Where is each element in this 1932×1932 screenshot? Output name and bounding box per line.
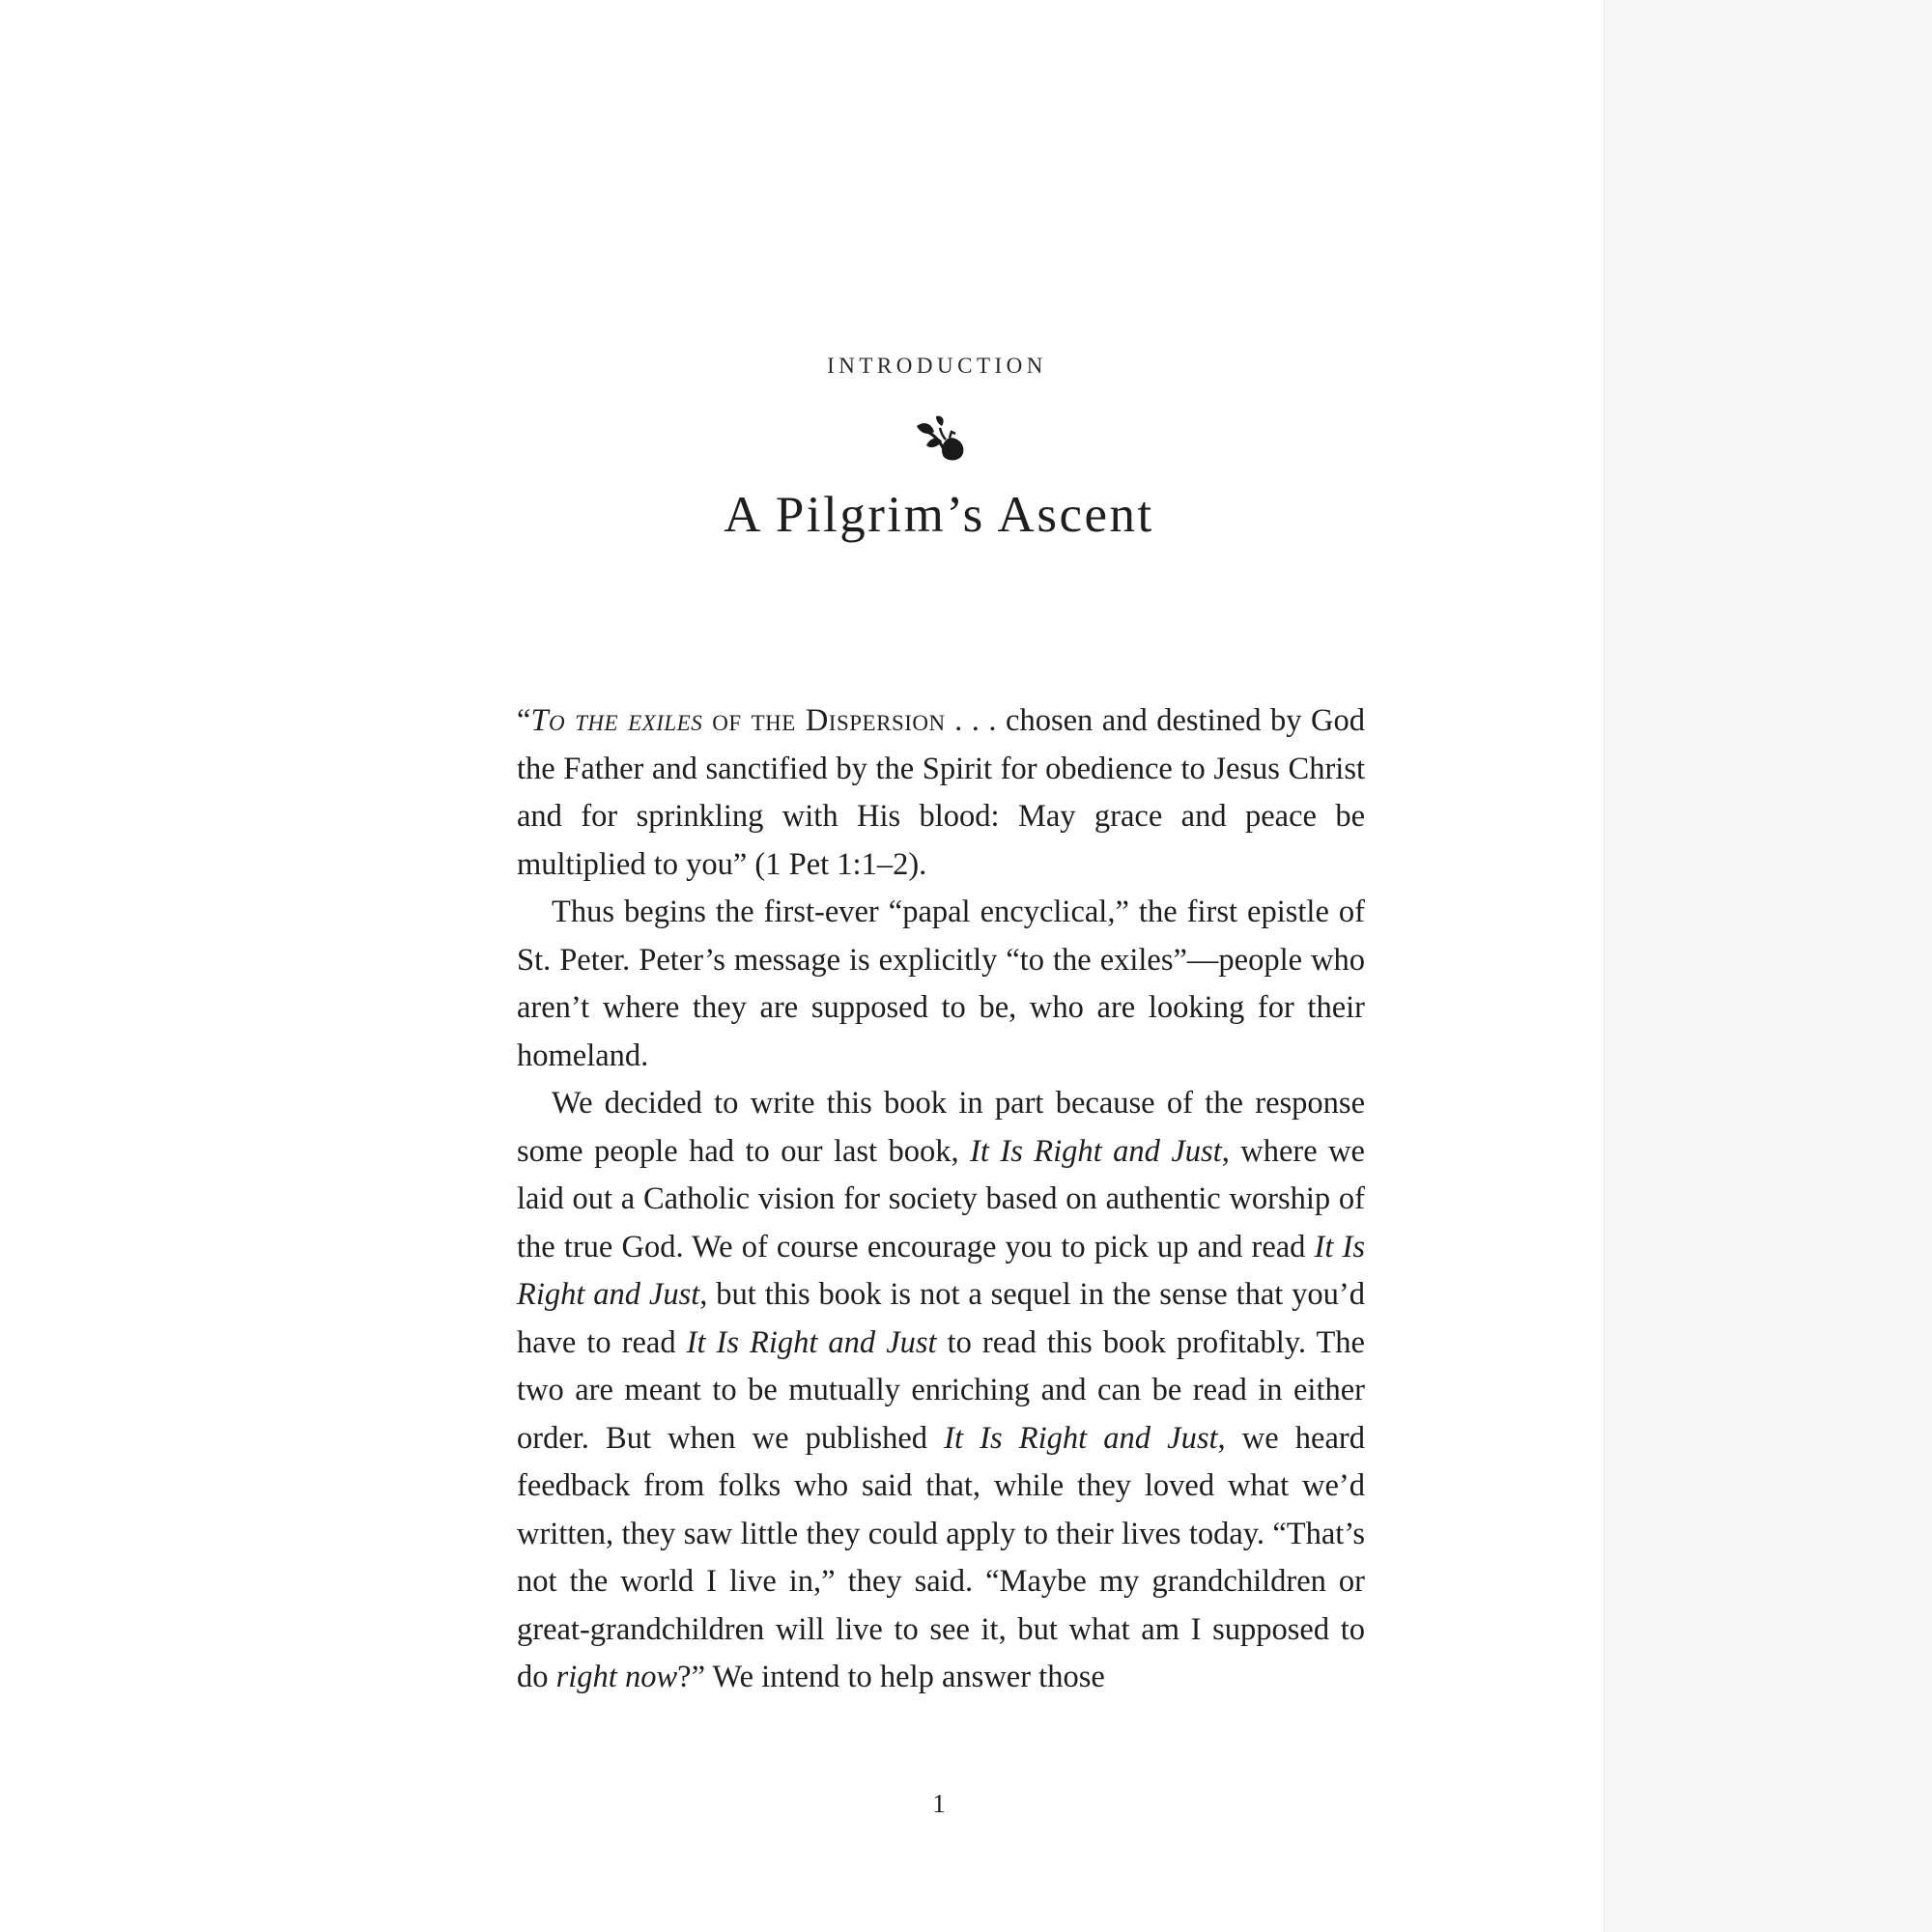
paragraph-3-part-3: , but this book is not a sequel in the sense that you’d have to read	[517, 1277, 1366, 1360]
paragraph-1	[517, 697, 1365, 889]
paragraph-3-part-2: , where we laid out a Catholic vision for society based on authentic worship of the true God. We of course encourage you to pick up and read	[517, 1133, 1365, 1264]
lead-smallcaps: of the Dispersion	[702, 703, 946, 738]
paragraph-3-part-4: to read this book profitably. The two are meant to be mutually enriching and can be read in either order. But when we published	[517, 1324, 1365, 1456]
lead-italic-smallcaps: To the exiles	[530, 703, 703, 738]
emphasis-italic: right now	[555, 1660, 678, 1694]
book-title-italic: It Is Right and Just	[970, 1133, 1222, 1169]
book-title-italic: It Is Right and Just	[944, 1420, 1218, 1456]
body-text	[517, 697, 1365, 1702]
paragraph-2: Thus begins the first-ever “papal encyclical,” the first epistle of St. Peter. Peter’s message is explicitly “to the exiles”—people who aren’t where they are supposed to be, who are looking for their homeland.	[517, 895, 1365, 1073]
paragraph-3-part-1: We decided to write this book in part because of the response some people had to our last book,	[517, 1086, 1365, 1169]
open-quote: “	[517, 703, 531, 738]
paragraph-3	[517, 1080, 1365, 1702]
fleuron-icon	[911, 411, 969, 463]
book-title-italic: It Is Right and Just	[686, 1324, 937, 1360]
chapter-title: A Pilgrim’s Ascent	[724, 487, 1154, 543]
paragraph-3-part-6: ?” We intend to help answer those	[677, 1660, 1105, 1694]
chapter-label: INTRODUCTION	[827, 354, 1047, 378]
page-number: 1	[932, 1789, 946, 1818]
book-title-italic: It Is Right and Just	[517, 1229, 1365, 1312]
paragraph-1-text: . . . chosen and destined by God the Father and sanctified by the Spirit for obedience to Jesus Christ and for sprinkling with His blood: May grace and peace be multiplied to you” (1 Pet 1:1–2).	[517, 703, 1366, 882]
paragraph-3-part-5: , we heard feedback from folks who said that, while they loved what we’d written, they saw little they could apply to their lives today. “That’s not the world I live in,” they said. “Maybe my grandchildren or great-grandchildren will live to see it, but what am I supposed to do	[517, 1420, 1365, 1694]
